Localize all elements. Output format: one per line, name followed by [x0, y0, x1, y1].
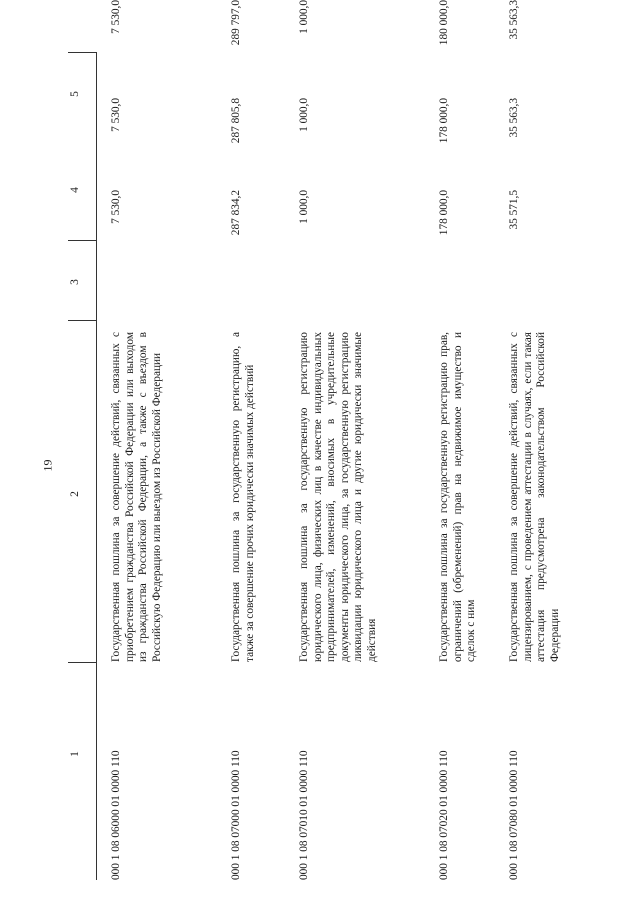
row-col3: 1 000,0 [298, 190, 310, 224]
divider [68, 320, 96, 321]
divider [68, 240, 96, 241]
row-col4: 35 563,3 [508, 98, 520, 138]
header-col-5: 5 [68, 91, 81, 97]
row-col5: 35 563,3 [508, 0, 520, 40]
row-col4: 287 805,8 [230, 98, 242, 144]
divider [68, 52, 96, 53]
header-col-3: 3 [68, 279, 81, 285]
header-border [96, 52, 97, 880]
row-col5: 180 000,0 [438, 0, 450, 46]
row-col5: 289 797,0 [230, 0, 242, 46]
row-description: Государственная пошлина за государственную регистрацию, а также за совершение прочих юридически значимых действий [230, 332, 256, 662]
row-description: Государственная пошлина за государственную регистрацию юридического лица, физических лиц в качестве индивидуальных предпринимателей, изменений, вносимых в учредительные документы юридического лица, за государственную регистрацию ликвидации юридического лица и другие юридически значимые действия [298, 332, 378, 662]
row-col4: 7 530,0 [110, 98, 122, 132]
row-description: Государственная пошлина за совершение действий, связанных с лицензированием, с проведением аттестации в случаях, если такая аттестация предусмотрена законодательством Российской Федерации [508, 332, 561, 662]
row-col4: 178 000,0 [438, 98, 450, 144]
header-col-4: 4 [68, 187, 81, 193]
row-col3: 287 834,2 [230, 190, 242, 236]
row-description: Государственная пошлина за совершение действий, связанных с приобретением гражданства Российской Федерации или выходом из гражданства Российской Федерации, а также с въездом в Российскую Федерацию или выездом из Российской Федерации [110, 332, 163, 662]
page-number: 19 [40, 459, 55, 472]
row-col4: 1 000,0 [298, 98, 310, 132]
row-description: Государственная пошлина за государственную регистрацию прав, ограничений (обременений) прав на недвижимое имущество и сделок с ним [438, 332, 477, 662]
row-col5: 1 000,0 [298, 0, 310, 34]
row-col3: 35 571,5 [508, 190, 520, 230]
row-col5: 7 530,0 [110, 0, 122, 34]
header-col-2: 2 [68, 491, 81, 497]
header-col-1: 1 [68, 751, 81, 757]
row-col3: 7 530,0 [110, 190, 122, 224]
row-col3: 178 000,0 [438, 190, 450, 236]
divider [68, 662, 96, 663]
